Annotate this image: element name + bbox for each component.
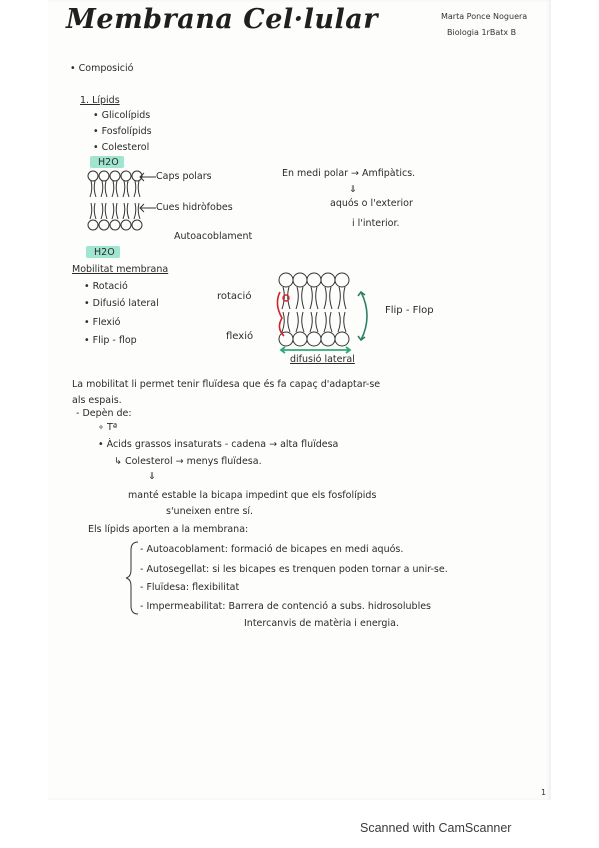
water-top-label: H2O bbox=[98, 157, 119, 168]
depends-cholesterol: ↳ Colesterol → menys fluïdesa. bbox=[114, 456, 262, 467]
hydrophobic-tails-label: Cues hidròfobes bbox=[156, 202, 233, 213]
course-name: Biologia 1rBatx B bbox=[447, 28, 517, 37]
result-line-1: manté estable la bicapa impedint que els fosfolípids bbox=[128, 490, 377, 501]
hydrophobic-arrow bbox=[138, 203, 158, 213]
page-title: Membrana Cel·lular bbox=[66, 4, 378, 35]
lipid-item-cholesterol: • Colesterol bbox=[93, 142, 150, 153]
interior-text: i l'interior. bbox=[352, 218, 400, 229]
polar-heads-label: Caps polars bbox=[156, 171, 212, 182]
water-bottom-label: H2O bbox=[94, 247, 115, 258]
lateral-diffusion-label: difusió lateral bbox=[290, 354, 355, 365]
author-name: Marta Ponce Noguera bbox=[441, 12, 528, 21]
lipids-heading: 1. Lípids bbox=[80, 95, 120, 106]
depends-fatty-acids: • Àcids grassos insaturats - cadena → alta fluïdesa bbox=[98, 439, 339, 450]
depends-heading: - Depèn de: bbox=[76, 408, 132, 419]
bilayer-diagram bbox=[86, 170, 146, 240]
contribution-impermeability: - Impermeabilitat: Barrera de contenció a subs. hidrosolubles bbox=[140, 601, 431, 612]
flipflop-label: Flip - Flop bbox=[385, 305, 434, 316]
mobility-item-lateral: • Difusió lateral bbox=[84, 298, 159, 309]
contribution-fluidity: - Fluïdesa: flexibilitat bbox=[140, 582, 240, 593]
page-number: 1 bbox=[541, 788, 547, 797]
rotation-label: rotació bbox=[217, 291, 252, 302]
composition-heading: • Composició bbox=[70, 63, 134, 74]
result-arrow: ⇓ bbox=[148, 471, 156, 482]
contribution-continuation: Intercanvis de matèria i energia. bbox=[244, 618, 399, 629]
flexion-label: flexió bbox=[226, 331, 254, 342]
aqueous-text: aquós o l'exterior bbox=[330, 198, 413, 209]
depends-temperature: ∘ Tª bbox=[98, 422, 118, 433]
fluidity-line-2: als espais. bbox=[72, 395, 122, 406]
contribution-self-sealing: - Autosegellat: si les bicapes es trenquen poden tornar a unir-se. bbox=[140, 564, 448, 575]
mobility-item-flexion: • Flexió bbox=[84, 317, 121, 328]
scanner-watermark: Scanned with CamScanner bbox=[360, 821, 512, 835]
polar-medium-text: En medi polar → Amfipàtics. bbox=[282, 168, 416, 179]
mobility-heading: Mobilitat membrana bbox=[72, 264, 169, 275]
mobility-diagram bbox=[278, 272, 358, 354]
self-assembly-label: Autoacoblament bbox=[174, 231, 253, 242]
lipid-item-phospholipids: • Fosfolípids bbox=[93, 126, 152, 137]
contributions-intro: Els lípids aporten a la membrana: bbox=[88, 524, 249, 535]
lipid-item-glycolipids: • Glicolípids bbox=[93, 110, 151, 121]
mobility-item-flipflop: • Flip - flop bbox=[84, 335, 137, 346]
down-arrow: ⇓ bbox=[349, 184, 357, 195]
polar-arrow bbox=[138, 172, 158, 182]
contributions-brace bbox=[126, 541, 140, 615]
flipflop-arrow bbox=[357, 290, 373, 342]
result-line-2: s'uneixen entre sí. bbox=[166, 506, 254, 517]
fluidity-line-1: La mobilitat li permet tenir fluïdesa que és fa capaç d'adaptar-se bbox=[72, 379, 381, 390]
mobility-item-rotation: • Rotació bbox=[84, 281, 128, 292]
contribution-self-assembly: - Autoacoblament: formació de bicapes en medi aquós. bbox=[140, 544, 404, 555]
